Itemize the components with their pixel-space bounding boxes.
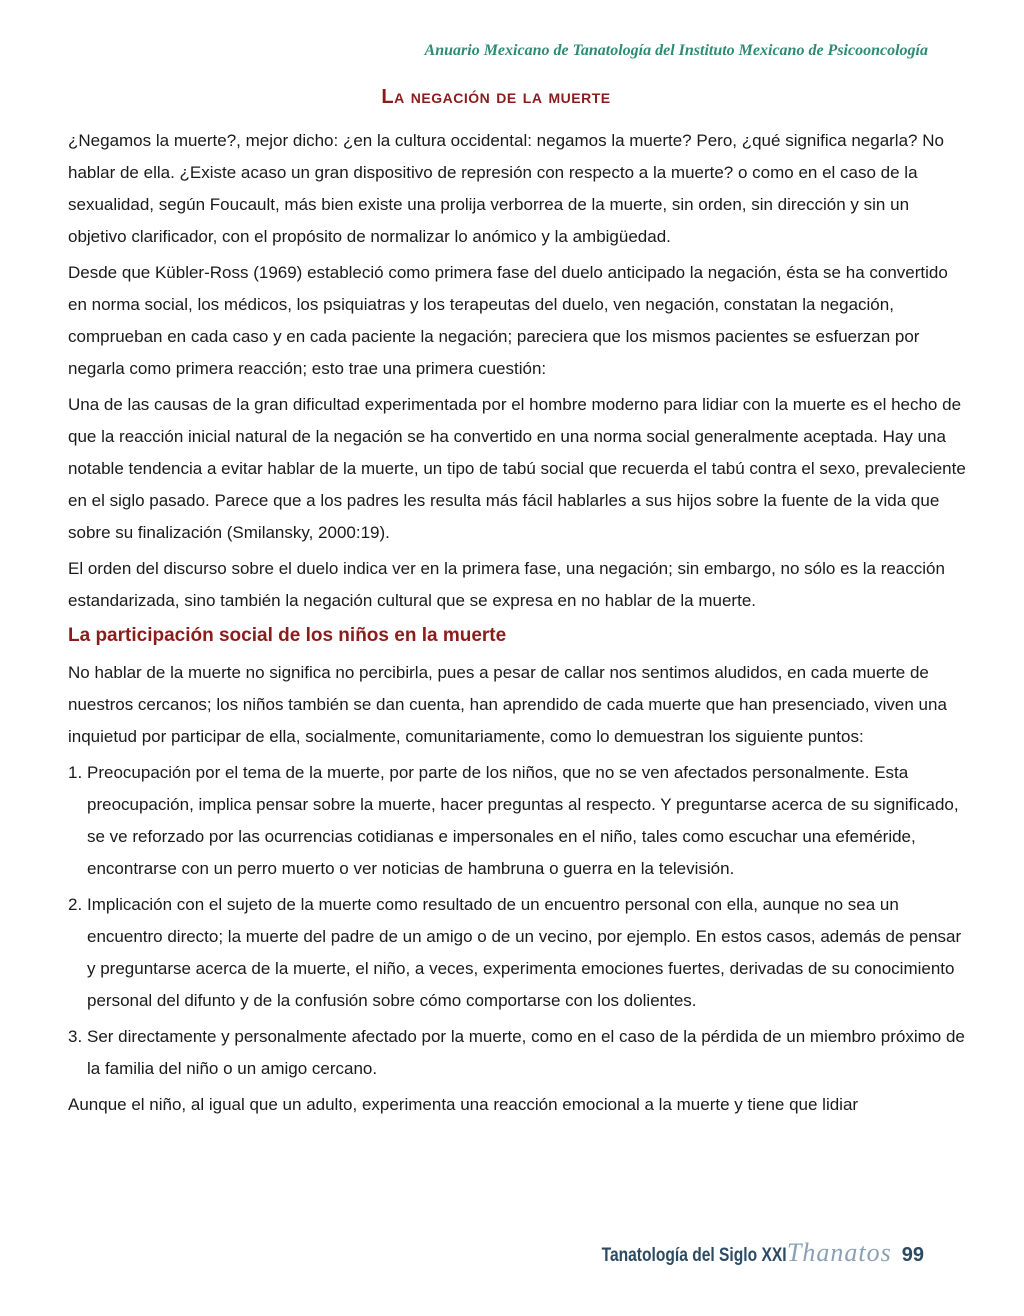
- list-text: Implicación con el sujeto de la muerte como resultado de un encuentro personal con ella, aunque no sea un encuentro directo; la muerte del padre de un amigo o de un vecino, por ejemplo. En estos casos, además de pensar y preguntarse acerca de la muerte, el niño, a veces, experimenta emociones fuertes, derivadas de su conocimiento personal del difunto y de la confusión sobre cómo comportarse con los dolientes.: [87, 895, 962, 1010]
- list-item: [68, 757, 968, 885]
- numbered-list: [68, 757, 968, 1085]
- article-body: [68, 125, 968, 1125]
- subheading: La participación social de los niños en la muerte: [68, 625, 507, 646]
- paragraph-4: El orden del discurso sobre el duelo indica ver en la primera fase, una negación; sin embargo, no sólo es la reacción estandarizada, sino también la negación cultural que se expresa en no hablar de la muerte.: [68, 559, 945, 610]
- list-number: 2.: [68, 895, 83, 914]
- footer-journal-title: Tanatología del Siglo XXI: [601, 1245, 787, 1266]
- paragraph-6: Aunque el niño, al igual que un adulto, experimenta una reacción emocional a la muerte y tiene que lidiar: [68, 1095, 859, 1114]
- running-header: Anuario Mexicano de Tanatología del Instituto Mexicano de Psicooncología: [424, 42, 928, 59]
- paragraph-1: ¿Negamos la muerte?, mejor dicho: ¿en la cultura occidental: negamos la muerte? Pero, ¿qué significa negarla? No hablar de ella. ¿Existe acaso un gran dispositivo de represión con respecto a la muerte? o como en el caso de la sexualidad, según Foucault, más bien existe una prolija verborrea de la muerte, sin orden, sin dirección y sin un objetivo clarificador, con el propósito de normalizar lo anómico y la ambigüedad.: [68, 131, 944, 246]
- thanatos-logo: Thanatos: [786, 1238, 892, 1267]
- paragraph-3: Una de las causas de la gran dificultad experimentada por el hombre moderno para lidiar con la muerte es el hecho de que la reacción inicial natural de la negación se ha convertido en una norma social generalmente aceptada. Hay una notable tendencia a evitar hablar de la muerte, un tipo de tabú social que recuerda el tabú contra el sexo, prevaleciente en el siglo pasado. Parece que a los padres les resulta más fácil hablarles a sus hijos sobre la fuente de la vida que sobre su finalización (Smilansky, 2000:19).: [68, 395, 966, 542]
- page-number: 99: [901, 1244, 924, 1266]
- page-footer: [561, 1238, 924, 1268]
- list-text: Preocupación por el tema de la muerte, por parte de los niños, que no se ven afectados personalmente. Esta preocupación, implica pensar sobre la muerte, hacer preguntas al respecto. Y preguntarse acerca de su significado, se ve reforzado por las ocurrencias cotidianas e impersonales en el niño, tales como escuchar una efeméride, encontrarse con un perro muerto o ver noticias de hambruna o guerra en la televisión.: [87, 763, 959, 878]
- list-item: [68, 1021, 968, 1085]
- list-text: Ser directamente y personalmente afectado por la muerte, como en el caso de la pérdida de un miembro próximo de la familia del niño o un amigo cercano.: [87, 1027, 965, 1078]
- paragraph-2: Desde que Kübler-Ross (1969) estableció como primera fase del duelo anticipado la negación, ésta se ha convertido en norma social, los médicos, los psiquiatras y los terapeutas del duelo, ven negación, constatan la negación, comprueban en cada caso y en cada paciente la negación; pareciera que los mismos pacientes se esfuerzan por negarla como primera reacción; esto trae una primera cuestión:: [68, 263, 948, 378]
- list-item: [68, 889, 968, 1017]
- section-title: La negación de la muerte: [381, 86, 611, 108]
- paragraph-5: No hablar de la muerte no significa no percibirla, pues a pesar de callar nos sentimos aludidos, en cada muerte de nuestros cercanos; los niños también se dan cuenta, han aprendido de cada muerte que han presenciado, viven una inquietud por participar de ella, socialmente, comunitariamente, como lo demuestran los siguiente puntos:: [68, 663, 947, 746]
- list-number: 1.: [68, 763, 83, 782]
- list-number: 3.: [68, 1027, 83, 1046]
